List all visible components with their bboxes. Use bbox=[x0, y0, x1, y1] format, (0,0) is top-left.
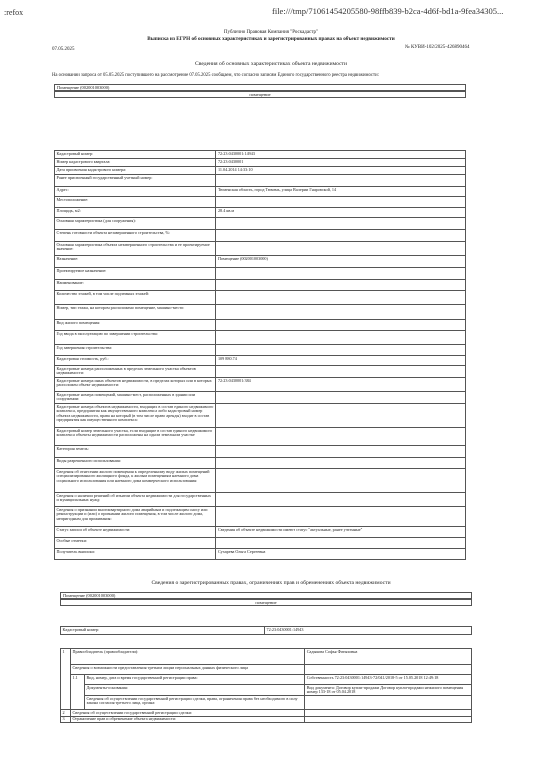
section2-title: Сведения о зарегистрированных правах, ограничениях прав и обременениях объекта недвижимости bbox=[151, 580, 391, 586]
characteristic-row bbox=[55, 167, 466, 175]
characteristic-label: Степень готовности объекта незавершенного строительства, %: bbox=[55, 230, 216, 242]
characteristic-value bbox=[216, 320, 466, 331]
characteristic-label: Количество этажей, в том числе подземных этажей: bbox=[55, 291, 216, 305]
object-code: Помещение (002001003000) bbox=[54, 84, 466, 91]
limitation-label: Ограничение прав и обременение объекта недвижимости: bbox=[71, 716, 305, 723]
characteristic-value bbox=[216, 345, 466, 356]
characteristic-row bbox=[55, 268, 466, 280]
characteristic-row bbox=[55, 230, 466, 242]
characteristic-label: Вид жилого помещения: bbox=[55, 320, 216, 331]
characteristic-label: Адрес: bbox=[55, 187, 216, 197]
characteristic-label: Проектируемое назначение: bbox=[55, 268, 216, 280]
row-number-2: 2 bbox=[61, 710, 71, 717]
characteristic-row bbox=[55, 366, 466, 378]
characteristic-row bbox=[55, 356, 466, 366]
characteristic-value bbox=[216, 392, 466, 404]
characteristic-value bbox=[216, 175, 466, 187]
document-date: 07.05.2025 bbox=[52, 47, 75, 52]
characteristic-label: Особые отметки: bbox=[55, 538, 216, 549]
right-kind-label: Вид, номер, дата и время государственной регистрации права: bbox=[85, 675, 305, 685]
characteristic-value bbox=[216, 230, 466, 242]
characteristic-row bbox=[55, 242, 466, 256]
company-name: Публично Правовая Компания "Роскадастр" bbox=[223, 30, 319, 35]
cadastre-table bbox=[60, 626, 472, 635]
characteristic-row bbox=[55, 305, 466, 320]
characteristic-label: Номер, тип этажа, на котором расположено помещение, машино-место: bbox=[55, 305, 216, 320]
characteristic-value: 11.04.2014 14:33:10 bbox=[216, 167, 466, 175]
right-kind-value: Собственность 72:23:0430001:14943-72/041/2018-5 от 15.05.2018 12:49:18 bbox=[305, 675, 472, 685]
characteristic-row bbox=[55, 446, 466, 458]
characteristic-row bbox=[55, 549, 466, 560]
cadastre-label: Кадастровый номер: bbox=[61, 627, 265, 635]
characteristic-label: Год завершения строительства: bbox=[55, 345, 216, 356]
characteristic-value bbox=[216, 291, 466, 305]
object-code-2: Помещение (002001003000) bbox=[60, 592, 472, 599]
documents-label: Документы-основания: bbox=[85, 685, 305, 696]
characteristic-row bbox=[55, 428, 466, 446]
characteristic-value bbox=[216, 331, 466, 345]
documents-value: Вид документа: Договор купли-продажи Договор купли-продажи нежилого помещения номер 133-18 от 05.04.2018 bbox=[305, 685, 472, 696]
characteristic-value: 72:23:0430001:384 bbox=[216, 378, 466, 392]
characteristic-row bbox=[55, 187, 466, 197]
declaration-label: Сведения об осуществлении государственной регистрации сделки: bbox=[71, 710, 305, 717]
characteristic-label: Кадастровые номера помещений, машино-мест, расположенных в здании или сооружении: bbox=[55, 392, 216, 404]
characteristic-row bbox=[55, 291, 466, 305]
characteristic-value bbox=[216, 242, 466, 256]
characteristic-label: Основная характеристика (для сооружения): bbox=[55, 218, 216, 230]
characteristic-row bbox=[55, 458, 466, 469]
characteristic-label: Номер кадастрового квартала: bbox=[55, 159, 216, 167]
characteristic-label: Ранее присвоенный государственный учетный номер: bbox=[55, 175, 216, 187]
document-number: № КУВИ-102/2025-426890464 bbox=[405, 45, 470, 50]
characteristic-row bbox=[55, 493, 466, 507]
sub-row-number: 1.1 bbox=[71, 675, 85, 710]
characteristic-row bbox=[55, 345, 466, 356]
characteristics-table bbox=[54, 150, 466, 560]
characteristic-label: Кадастровая стоимость, руб.: bbox=[55, 356, 216, 366]
characteristic-value bbox=[216, 305, 466, 320]
characteristic-label: Кадастровые номера иных объектов недвижимости, в пределах которых или в которых расположен объект недвижимости: bbox=[55, 378, 216, 392]
characteristic-label: Сведения об отнесении жилого помещения к определенному виду жилых помещений специализированного жилищного фонда, к жилым помещениям наемного дома социального использования или наемного дома коммерческого использования: bbox=[55, 469, 216, 493]
characteristic-label: Виды разрешенного использования: bbox=[55, 458, 216, 469]
row-number-3: 3 bbox=[61, 716, 71, 723]
characteristic-value bbox=[216, 268, 466, 280]
browser-left-label: :refox bbox=[4, 8, 24, 17]
characteristic-value bbox=[216, 538, 466, 549]
characteristic-label: Назначение: bbox=[55, 256, 216, 268]
section1-title: Сведения об основных характеристиках объекта недвижимости bbox=[194, 61, 347, 67]
characteristic-value: Тюменская область, город Тюмень, улица Валерии Гнаровской, 14 bbox=[216, 187, 466, 197]
characteristic-value bbox=[216, 469, 466, 493]
characteristic-row bbox=[55, 392, 466, 404]
characteristic-label: Дата присвоения кадастрового номера: bbox=[55, 167, 216, 175]
row-number-1: 1 bbox=[61, 649, 71, 710]
characteristic-value bbox=[216, 446, 466, 458]
characteristic-row bbox=[55, 151, 466, 159]
characteristic-label: Получатель выписки: bbox=[55, 549, 216, 560]
characteristic-value bbox=[216, 218, 466, 230]
characteristic-row bbox=[55, 256, 466, 268]
characteristic-row bbox=[55, 378, 466, 392]
characteristic-row bbox=[55, 280, 466, 291]
characteristic-row bbox=[55, 197, 466, 208]
characteristic-row bbox=[55, 175, 466, 187]
object-label-2: помещение bbox=[60, 599, 472, 606]
characteristic-row bbox=[55, 404, 466, 428]
characteristic-label: Сведения о признании многоквартирного дома аварийным и подлежащим сносу или реконструкции и (или) о признании жилого помещения, в том числе жилого дома, непригодным для проживания: bbox=[55, 507, 216, 527]
characteristic-value bbox=[216, 197, 466, 208]
characteristic-label: Площадь, м2: bbox=[55, 208, 216, 218]
characteristic-row bbox=[55, 208, 466, 218]
characteristic-label: Кадастровый номер: bbox=[55, 151, 216, 159]
characteristic-label: Категория земель: bbox=[55, 446, 216, 458]
characteristic-value bbox=[216, 280, 466, 291]
characteristic-row bbox=[55, 469, 466, 493]
characteristic-label: Наименование: bbox=[55, 280, 216, 291]
characteristic-value: 28.4 кв.м bbox=[216, 208, 466, 218]
characteristic-value bbox=[216, 458, 466, 469]
characteristic-row bbox=[55, 218, 466, 230]
intro-text: На основании запроса от 05.05.2025 поступившего на рассмотрение 07.05.2025 сообщаем, что согласно записям Единого государственного реестра недвижимости: bbox=[52, 73, 379, 78]
object-label: помещение bbox=[54, 91, 466, 98]
characteristic-label: Кадастровые номера расположенных в пределах земельного участка объектов недвижимости: bbox=[55, 366, 216, 378]
characteristic-row bbox=[55, 538, 466, 549]
rights-table bbox=[60, 648, 472, 723]
characteristic-value: Сухарева Ольга Сергеевна bbox=[216, 549, 466, 560]
characteristic-label: Статус записи об объекте недвижимости: bbox=[55, 527, 216, 538]
characteristic-value: 72:23:0430001:14943 bbox=[216, 151, 466, 159]
owner-label: Правообладатель (правообладатели): bbox=[71, 649, 305, 665]
characteristic-label: Кадастровый номер земельного участка, если входящие в состав единого недвижимого комплекса объекты недвижимости расположены на одном земельном участке bbox=[55, 428, 216, 446]
personal-info-label: Сведения о возможности предоставления третьим лицам персональных данных физического лица bbox=[71, 665, 305, 675]
owner-value: Садыкова Софья Фатыховна bbox=[305, 649, 472, 665]
characteristic-row bbox=[55, 331, 466, 345]
characteristic-value: 109 880.74 bbox=[216, 356, 466, 366]
cadastre-value: 72:23:0430001:14943 bbox=[265, 627, 472, 635]
characteristic-row bbox=[55, 320, 466, 331]
characteristic-label: Сведения о наличии решений об изъятии объекта недвижимости для государственных и муниципальных нужд: bbox=[55, 493, 216, 507]
characteristic-label: Кадастровые номера объектов недвижимости, входящих в состав единого недвижимого комплекса, предприятия как имущественного комплекса либо кадастровый номер объекта недвижимости, права на который (в том числе право аренды) входят в состав предприятия как имущественного комплекса: bbox=[55, 404, 216, 428]
characteristic-value: 72:23:0430001 bbox=[216, 159, 466, 167]
characteristic-label: Местоположение: bbox=[55, 197, 216, 208]
characteristic-row bbox=[55, 527, 466, 538]
characteristic-label: Основная характеристика объекта незавершенного строительства и ее проектируемое значение: bbox=[55, 242, 216, 256]
characteristic-value bbox=[216, 404, 466, 428]
characteristic-value bbox=[216, 507, 466, 527]
characteristic-value: Сведения об объекте недвижимости имеют статус "актуальные, ранее учтенные" bbox=[216, 527, 466, 538]
url-text[interactable]: file:///tmp/71061454205580-98ffb839-b2ca-4d6f-bd1a-9fea34305... bbox=[272, 6, 504, 16]
legal-label: Сведения об осуществлении государственной регистрации сделки, права, ограничения права без необходимого в силу закона согласия третьего лица, органа: bbox=[85, 696, 305, 710]
characteristic-label: Год ввода в эксплуатацию по завершении строительства: bbox=[55, 331, 216, 345]
characteristic-value bbox=[216, 428, 466, 446]
characteristic-row bbox=[55, 507, 466, 527]
characteristic-value: Помещение (002001003000) bbox=[216, 256, 466, 268]
characteristic-value bbox=[216, 493, 466, 507]
characteristic-row bbox=[55, 159, 466, 167]
characteristic-value bbox=[216, 366, 466, 378]
document-title: Выписка из ЕГРН об основных характеристиках и зарегистрированных правах на объект недвижимости bbox=[147, 36, 395, 42]
